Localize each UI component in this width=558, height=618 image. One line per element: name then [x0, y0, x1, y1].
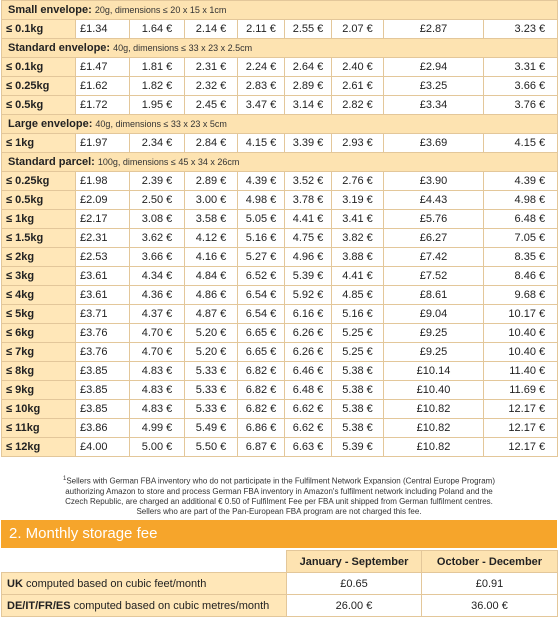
fee-cell: 6.82 €: [238, 362, 285, 381]
fee-cell: 3.76 €: [484, 96, 558, 115]
section-header-row: [2, 153, 558, 172]
storage-col-oct-dec: October - December: [422, 551, 558, 573]
fee-cell: 10.40 €: [484, 324, 558, 343]
storage-value: £0.91: [422, 573, 558, 595]
fee-cell: £3.85: [76, 362, 130, 381]
fee-cell: 5.05 €: [238, 210, 285, 229]
fee-cell: £2.31: [76, 229, 130, 248]
storage-row-label: [2, 595, 287, 617]
fee-cell: £1.47: [76, 58, 130, 77]
fee-cell: 11.69 €: [484, 381, 558, 400]
fee-cell: 4.36 €: [130, 286, 185, 305]
fee-cell: 6.65 €: [238, 343, 285, 362]
fee-cell: 4.70 €: [130, 343, 185, 362]
fee-cell: 2.89 €: [185, 172, 238, 191]
footnote-line-1: Sellers with German FBA inventory who do not participate in the Fulfilment Network Expansion (Central Europe Program): [66, 476, 495, 486]
fee-cell: 2.32 €: [185, 77, 238, 96]
fee-cell: £3.25: [384, 77, 484, 96]
fee-cell: 4.39 €: [484, 172, 558, 191]
fee-cell: £2.87: [384, 20, 484, 39]
fee-cell: 1.82 €: [130, 77, 185, 96]
fee-row: [2, 381, 558, 400]
fee-cell: 5.16 €: [332, 305, 384, 324]
fee-row: [2, 438, 558, 457]
fee-row: [2, 77, 558, 96]
fee-row: [2, 191, 558, 210]
fee-cell: £4.43: [384, 191, 484, 210]
fee-cell: 5.33 €: [185, 400, 238, 419]
fee-cell: 5.33 €: [185, 362, 238, 381]
fee-cell: 4.96 €: [285, 248, 332, 267]
fee-cell: 4.41 €: [332, 267, 384, 286]
section-name: Standard parcel:: [8, 156, 95, 168]
weight-cell: ≤ 3kg: [2, 267, 76, 286]
footnote-line-4: Sellers who are part of the Pan-European FBA program are not charged this fee.: [136, 506, 422, 516]
fee-cell: £10.82: [384, 438, 484, 457]
fee-cell: 5.38 €: [332, 381, 384, 400]
fee-cell: 1.81 €: [130, 58, 185, 77]
fee-cell: 5.00 €: [130, 438, 185, 457]
fee-row: [2, 248, 558, 267]
weight-cell: ≤ 1.5kg: [2, 229, 76, 248]
storage-value: 36.00 €: [422, 595, 558, 617]
weight-cell: ≤ 0.5kg: [2, 191, 76, 210]
fee-cell: 3.47 €: [238, 96, 285, 115]
fee-row: [2, 286, 558, 305]
fee-cell: £3.61: [76, 267, 130, 286]
fee-cell: 5.20 €: [185, 343, 238, 362]
fee-cell: 5.38 €: [332, 362, 384, 381]
fee-cell: 5.38 €: [332, 400, 384, 419]
storage-header-blank: [2, 551, 287, 573]
fee-cell: 2.40 €: [332, 58, 384, 77]
fee-cell: 2.84 €: [185, 134, 238, 153]
fee-cell: 5.49 €: [185, 419, 238, 438]
fee-row: [2, 362, 558, 381]
fee-cell: 6.16 €: [285, 305, 332, 324]
fee-cell: 5.50 €: [185, 438, 238, 457]
section-header-row: [2, 39, 558, 58]
fee-cell: £9.25: [384, 324, 484, 343]
fee-row: [2, 229, 558, 248]
fee-cell: £10.14: [384, 362, 484, 381]
fee-cell: £1.62: [76, 77, 130, 96]
fee-cell: 10.17 €: [484, 305, 558, 324]
fee-cell: 3.52 €: [285, 172, 332, 191]
fee-cell: 2.64 €: [285, 58, 332, 77]
section-header: [2, 115, 558, 134]
fee-row: [2, 134, 558, 153]
fee-cell: 5.38 €: [332, 419, 384, 438]
fee-cell: 6.54 €: [238, 286, 285, 305]
fee-cell: 5.20 €: [185, 324, 238, 343]
fee-cell: 4.83 €: [130, 381, 185, 400]
section-header: [2, 153, 558, 172]
fee-row: [2, 267, 558, 286]
fee-cell: £2.94: [384, 58, 484, 77]
fee-cell: 2.83 €: [238, 77, 285, 96]
fee-cell: 4.70 €: [130, 324, 185, 343]
fee-cell: £8.61: [384, 286, 484, 305]
fee-cell: £1.34: [76, 20, 130, 39]
weight-cell: ≤ 6kg: [2, 324, 76, 343]
fee-cell: 4.37 €: [130, 305, 185, 324]
fee-cell: 8.35 €: [484, 248, 558, 267]
weight-cell: ≤ 11kg: [2, 419, 76, 438]
fee-cell: 2.55 €: [285, 20, 332, 39]
fee-row: [2, 419, 558, 438]
section-description: 20g, dimensions ≤ 20 x 15 x 1cm: [94, 5, 227, 15]
footnote-marker: 1: [63, 476, 67, 482]
fee-cell: £3.85: [76, 381, 130, 400]
fee-cell: £1.72: [76, 96, 130, 115]
fee-cell: £10.82: [384, 400, 484, 419]
fee-cell: 4.15 €: [484, 134, 558, 153]
storage-row-label-rest: computed based on cubic metres/month: [70, 599, 270, 612]
fee-cell: 6.26 €: [285, 343, 332, 362]
fee-cell: 1.64 €: [130, 20, 185, 39]
fee-cell: £9.25: [384, 343, 484, 362]
weight-cell: ≤ 10kg: [2, 400, 76, 419]
fee-cell: 3.66 €: [484, 77, 558, 96]
section-name: Large envelope:: [8, 118, 93, 130]
fee-cell: £10.40: [384, 381, 484, 400]
fee-cell: 2.93 €: [332, 134, 384, 153]
fee-cell: 5.16 €: [238, 229, 285, 248]
fee-cell: 4.86 €: [185, 286, 238, 305]
fee-cell: £1.98: [76, 172, 130, 191]
fee-cell: 6.65 €: [238, 324, 285, 343]
fee-cell: 3.41 €: [332, 210, 384, 229]
fee-cell: 3.62 €: [130, 229, 185, 248]
fee-cell: £3.61: [76, 286, 130, 305]
section-header-row: [2, 1, 558, 20]
fee-cell: 4.39 €: [238, 172, 285, 191]
section-name: Small envelope:: [8, 4, 92, 16]
fee-cell: 4.87 €: [185, 305, 238, 324]
fee-cell: 5.25 €: [332, 343, 384, 362]
fee-cell: 10.40 €: [484, 343, 558, 362]
fee-cell: £2.09: [76, 191, 130, 210]
fee-cell: £4.00: [76, 438, 130, 457]
fee-cell: 1.95 €: [130, 96, 185, 115]
fee-cell: 6.54 €: [238, 305, 285, 324]
fee-cell: 2.11 €: [238, 20, 285, 39]
fee-cell: 11.40 €: [484, 362, 558, 381]
weight-cell: ≤ 7kg: [2, 343, 76, 362]
fee-cell: £2.53: [76, 248, 130, 267]
fee-cell: 4.16 €: [185, 248, 238, 267]
fee-cell: 6.63 €: [285, 438, 332, 457]
fee-cell: 3.19 €: [332, 191, 384, 210]
fee-cell: 2.89 €: [285, 77, 332, 96]
fee-cell: 5.25 €: [332, 324, 384, 343]
fee-cell: 6.82 €: [238, 400, 285, 419]
fee-cell: £2.17: [76, 210, 130, 229]
fee-cell: 3.82 €: [332, 229, 384, 248]
weight-cell: ≤ 4kg: [2, 286, 76, 305]
weight-cell: ≤ 5kg: [2, 305, 76, 324]
fee-cell: 4.83 €: [130, 400, 185, 419]
fee-cell: £3.71: [76, 305, 130, 324]
fee-cell: 5.39 €: [332, 438, 384, 457]
fee-cell: £6.27: [384, 229, 484, 248]
section-header: [2, 39, 558, 58]
fee-cell: 2.45 €: [185, 96, 238, 115]
fee-cell: 2.31 €: [185, 58, 238, 77]
storage-fee-table: [1, 550, 558, 617]
weight-cell: ≤ 0.5kg: [2, 96, 76, 115]
section-name: Standard envelope:: [8, 42, 111, 54]
fee-cell: 4.83 €: [130, 362, 185, 381]
weight-cell: ≤ 1kg: [2, 134, 76, 153]
fee-cell: 6.86 €: [238, 419, 285, 438]
weight-cell: ≤ 0.1kg: [2, 58, 76, 77]
fee-cell: 2.82 €: [332, 96, 384, 115]
fee-cell: 6.62 €: [285, 419, 332, 438]
fee-row: [2, 400, 558, 419]
fee-cell: 8.46 €: [484, 267, 558, 286]
fee-cell: 4.84 €: [185, 267, 238, 286]
fee-cell: 4.12 €: [185, 229, 238, 248]
fee-cell: 7.05 €: [484, 229, 558, 248]
fee-row: [2, 210, 558, 229]
weight-cell: ≤ 2kg: [2, 248, 76, 267]
fee-cell: 3.23 €: [484, 20, 558, 39]
fee-row: [2, 96, 558, 115]
fee-cell: £1.97: [76, 134, 130, 153]
fee-cell: 2.07 €: [332, 20, 384, 39]
fee-cell: £3.85: [76, 400, 130, 419]
weight-cell: ≤ 9kg: [2, 381, 76, 400]
fee-cell: 2.34 €: [130, 134, 185, 153]
fee-cell: 2.24 €: [238, 58, 285, 77]
fee-cell: £7.42: [384, 248, 484, 267]
storage-col-jan-sep: January - September: [287, 551, 422, 573]
fee-cell: 12.17 €: [484, 438, 558, 457]
fee-row: [2, 172, 558, 191]
fee-cell: 2.61 €: [332, 77, 384, 96]
fee-cell: 4.98 €: [484, 191, 558, 210]
fee-cell: 12.17 €: [484, 400, 558, 419]
fee-cell: 3.66 €: [130, 248, 185, 267]
fee-row: [2, 343, 558, 362]
storage-fee-title: 2. Monthly storage fee: [9, 525, 158, 542]
weight-cell: ≤ 12kg: [2, 438, 76, 457]
fee-cell: 6.26 €: [285, 324, 332, 343]
fee-cell: 4.85 €: [332, 286, 384, 305]
fee-cell: 5.92 €: [285, 286, 332, 305]
fee-cell: 6.46 €: [285, 362, 332, 381]
fee-cell: 5.33 €: [185, 381, 238, 400]
fee-cell: 3.39 €: [285, 134, 332, 153]
fee-cell: 5.27 €: [238, 248, 285, 267]
fee-cell: 4.99 €: [130, 419, 185, 438]
fee-cell: 6.62 €: [285, 400, 332, 419]
fee-cell: £3.90: [384, 172, 484, 191]
storage-row-uk: [2, 573, 558, 595]
fee-cell: 6.52 €: [238, 267, 285, 286]
fee-cell: £3.86: [76, 419, 130, 438]
footnote: [1, 474, 557, 516]
fee-cell: 6.82 €: [238, 381, 285, 400]
weight-cell: ≤ 0.25kg: [2, 172, 76, 191]
storage-row-eu: [2, 595, 558, 617]
fee-cell: 3.58 €: [185, 210, 238, 229]
fee-row: [2, 324, 558, 343]
fee-cell: 3.14 €: [285, 96, 332, 115]
fee-row: [2, 58, 558, 77]
fulfilment-fees-grid: [1, 0, 558, 457]
storage-row-label: [2, 573, 287, 595]
section-description: 40g, dimensions ≤ 33 x 23 x 2.5cm: [113, 43, 253, 53]
fee-cell: 6.48 €: [484, 210, 558, 229]
weight-cell: ≤ 1kg: [2, 210, 76, 229]
fee-cell: 4.34 €: [130, 267, 185, 286]
fee-cell: 3.31 €: [484, 58, 558, 77]
fee-cell: £9.04: [384, 305, 484, 324]
storage-row-label-bold: UK: [7, 577, 23, 590]
fee-cell: 4.15 €: [238, 134, 285, 153]
weight-cell: ≤ 0.25kg: [2, 77, 76, 96]
fee-cell: 3.08 €: [130, 210, 185, 229]
fee-cell: 4.41 €: [285, 210, 332, 229]
fee-cell: £5.76: [384, 210, 484, 229]
fee-cell: £7.52: [384, 267, 484, 286]
fee-cell: 2.39 €: [130, 172, 185, 191]
fee-cell: £3.76: [76, 343, 130, 362]
fee-cell: 4.98 €: [238, 191, 285, 210]
fee-cell: 3.00 €: [185, 191, 238, 210]
fee-cell: 5.39 €: [285, 267, 332, 286]
fee-cell: 2.50 €: [130, 191, 185, 210]
footnote-line-2: authorizing Amazon to store and process German FBA inventory in Amazon's fulfilment network including Poland and the: [65, 486, 493, 496]
fee-cell: 4.75 €: [285, 229, 332, 248]
fee-cell: 12.17 €: [484, 419, 558, 438]
storage-value: £0.65: [287, 573, 422, 595]
fee-cell: £3.76: [76, 324, 130, 343]
fee-cell: 2.14 €: [185, 20, 238, 39]
fee-row: [2, 305, 558, 324]
storage-header-row: [2, 551, 558, 573]
section-description: 100g, dimensions ≤ 45 x 34 x 26cm: [97, 157, 240, 167]
fba-fees-table: [1, 0, 557, 457]
storage-row-label-bold: DE/IT/FR/ES: [7, 599, 71, 612]
weight-cell: ≤ 0.1kg: [2, 20, 76, 39]
section-description: 40g, dimensions ≤ 33 x 23 x 5cm: [95, 119, 227, 129]
weight-cell: ≤ 8kg: [2, 362, 76, 381]
storage-value: 26.00 €: [287, 595, 422, 617]
fee-cell: 3.78 €: [285, 191, 332, 210]
fee-cell: 6.87 €: [238, 438, 285, 457]
fee-cell: 2.76 €: [332, 172, 384, 191]
fee-cell: 6.48 €: [285, 381, 332, 400]
section-header: [2, 1, 558, 20]
fee-cell: £3.34: [384, 96, 484, 115]
section-header-row: [2, 115, 558, 134]
fee-cell: £3.69: [384, 134, 484, 153]
fee-cell: 3.88 €: [332, 248, 384, 267]
storage-row-label-rest: computed based on cubic feet/month: [22, 577, 207, 590]
footnote-line-3: Czech Republic, are charged an additional € 0.50 of Fulfilment Fee per FBA unit shipped from German fulfilment centres.: [65, 496, 493, 506]
fee-cell: £10.82: [384, 419, 484, 438]
fee-row: [2, 20, 558, 39]
storage-fee-header: [1, 520, 557, 548]
fee-cell: 9.68 €: [484, 286, 558, 305]
